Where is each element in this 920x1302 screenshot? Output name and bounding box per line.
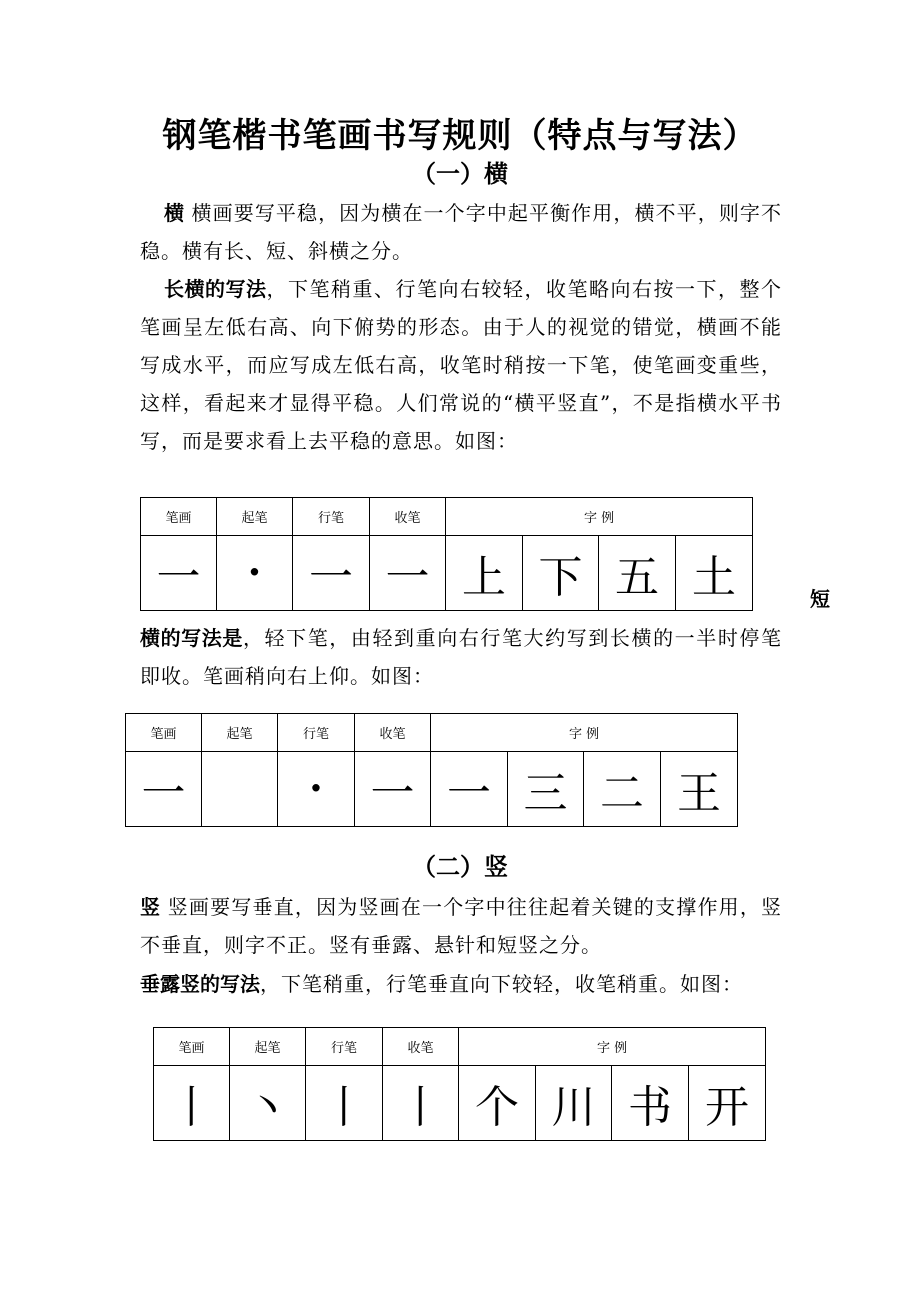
cell-stroke: 一: [141, 536, 217, 611]
short-heng-text: ，轻下笔，由轻到重向右行笔大约写到长横的一半时停笔即收。笔画稍向右上仰。如图：: [140, 626, 783, 688]
header-examples: [446, 498, 753, 536]
cell-start: 丶: [230, 1066, 306, 1141]
side-label-short: 短: [810, 587, 830, 611]
header-stroke: 笔画: [154, 1028, 230, 1066]
long-heng-text: ，下笔稍重、行笔向右较轻，收笔略向右按一下，整个笔画呈左低右高、向下俯势的形态。由于人的视觉的错觉，横画不能写成水平，而应写成左低右高，收笔时稍按一下笔，使笔画变重些，这样，看起来才显得平稳。人们常说的“横平竖直”，不是指横水平书写，而是要求看上去平稳的意思。如图：: [140, 277, 782, 453]
cell-end: 一: [370, 536, 446, 611]
section-heading-heng: （一）横: [412, 160, 508, 188]
keyword-drop-shu: 垂露竖的写法: [140, 972, 260, 996]
header-move: 行笔: [278, 714, 355, 752]
example-char: 土: [676, 536, 753, 611]
header-start: 起笔: [202, 714, 278, 752]
header-end: 收笔: [370, 498, 446, 536]
section-heading-shu: （二）竖: [412, 853, 508, 881]
cell-move: 丨: [306, 1066, 383, 1141]
cell-end: 一: [355, 752, 431, 827]
example-char: 王: [661, 752, 738, 827]
cell-start: [202, 752, 278, 827]
stroke-table-long-heng: [140, 497, 753, 611]
cell-move: ·: [278, 752, 355, 827]
example-char: 二: [584, 752, 661, 827]
heng-intro-paragraph: [140, 194, 782, 270]
header-examples-label: 字 例: [596, 1041, 628, 1056]
header-examples: [431, 714, 738, 752]
example-char: 一: [431, 752, 508, 827]
shu-intro-text: 竖画要写垂直，因为竖画在一个字中往往起着关键的支撑作用，竖不垂直，则字不正。竖有垂露、悬针和短竖之分。: [140, 895, 783, 957]
example-char: 三: [508, 752, 584, 827]
stroke-table-short-heng: [125, 713, 738, 827]
cell-move: 一: [293, 536, 370, 611]
shu-intro-paragraph: [140, 888, 782, 964]
heng-intro-text: 横画要写平稳，因为横在一个字中起平衡作用，横不平，则字不稳。横有长、短、斜横之分。: [140, 201, 783, 263]
example-char: 川: [536, 1066, 612, 1141]
header-move: 行笔: [306, 1028, 383, 1066]
cell-end: 丨: [383, 1066, 459, 1141]
header-examples-label: 字 例: [568, 727, 600, 742]
header-move: 行笔: [293, 498, 370, 536]
drop-shu-paragraph: [140, 965, 782, 1003]
long-heng-paragraph: [140, 270, 782, 460]
keyword-shu: 竖: [140, 895, 161, 919]
header-start: 起笔: [217, 498, 293, 536]
keyword-heng: 横: [164, 201, 185, 225]
cell-stroke: 丨: [154, 1066, 230, 1141]
example-char: 书: [612, 1066, 689, 1141]
example-char: 下: [523, 536, 599, 611]
keyword-short-heng: 横的写法是: [140, 626, 243, 650]
example-char: 五: [599, 536, 676, 611]
short-heng-paragraph: [140, 619, 782, 695]
cell-stroke: 一: [126, 752, 202, 827]
example-char: 个: [459, 1066, 536, 1141]
header-examples: [459, 1028, 766, 1066]
header-stroke: 笔画: [126, 714, 202, 752]
example-char: 开: [689, 1066, 766, 1141]
stroke-table-drop-shu: [153, 1027, 766, 1141]
page-title: 钢笔楷书笔画书写规则（特点与写法）: [162, 116, 758, 156]
header-end: 收笔: [383, 1028, 459, 1066]
header-stroke: 笔画: [141, 498, 217, 536]
keyword-long-heng: 长横的写法: [164, 277, 267, 301]
drop-shu-text: ，下笔稍重，行笔垂直向下较轻，收笔稍重。如图：: [260, 972, 743, 996]
example-char: 上: [446, 536, 523, 611]
cell-start: ·: [217, 536, 293, 611]
header-start: 起笔: [230, 1028, 306, 1066]
header-end: 收笔: [355, 714, 431, 752]
header-examples-label: 字 例: [583, 511, 615, 526]
